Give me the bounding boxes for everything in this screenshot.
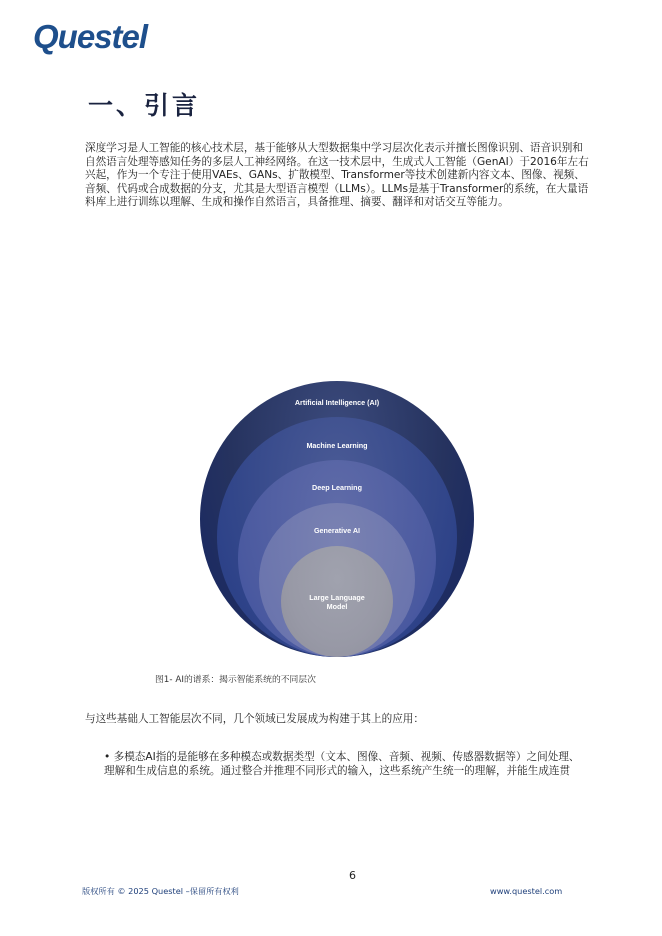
section-title: 一、引言 — [88, 91, 201, 120]
ai-hierarchy-diagram — [200, 381, 474, 657]
label-llm-line1: Large Language — [309, 593, 365, 602]
figure-caption: 图1- AI的谱系：揭示智能系统的不同层次 — [155, 675, 316, 685]
label-generative-ai: Generative AI — [313, 526, 361, 535]
label-ai: Artificial Intelligence (AI) — [294, 398, 380, 407]
label-deep-learning: Deep Learning — [312, 483, 362, 492]
bullet-multimodal-ai: • 多模态AI指的是能够在多种模态或数据类型（文本、图像、音频、视频、传感器数据等）之间处理、理解和生成信息的系统。通过整合并推理不同形式的输入，这些系统产生统一的理解，并能生成连贯 — [104, 751, 580, 777]
paragraph-applications: 与这些基础人工智能层次不同，几个领域已发展成为构建于其上的应用： — [85, 713, 424, 725]
page-number: 6 — [349, 869, 356, 882]
footer-website-link[interactable]: www.questel.com — [490, 886, 563, 896]
questel-logo: Questel — [33, 18, 148, 55]
label-llm-line2: Model — [326, 602, 348, 611]
footer-copyright: 版权所有 © 2025 Questel –保留所有权利 — [82, 886, 239, 896]
label-machine-learning: Machine Learning — [306, 441, 368, 450]
intro-paragraph: 深度学习是人工智能的核心技术层，基于能够从大型数据集中学习层次化表示并擅长图像识别、语音识别和自然语言处理等感知任务的多层人工神经网络。在这一技术层中，生成式人工智能（GenAI）于2016年左右兴起，作为一个专注于使用VAEs、GANs、扩散模型、Transformer等技术创建新内容文本、图像、视频、音频、代码或合成数据的分支，尤其是大型语言模型（LLMs）。LLMs是基于Transformer的系统，在大量语料库上进行训练以理解、生成和操作自然语言，具备推理、摘要、翻译和对话交互等能力。 — [85, 142, 589, 209]
